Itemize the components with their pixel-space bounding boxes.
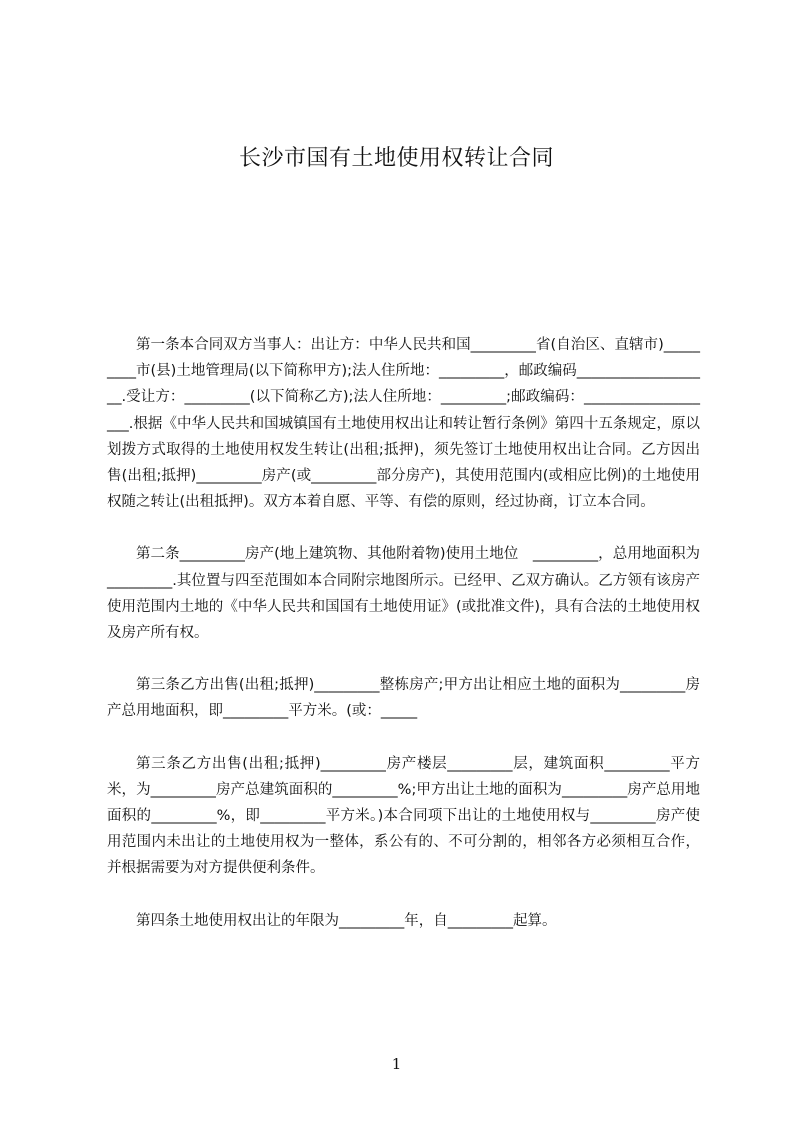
article-3-alt-paragraph: 第三条乙方出售(出租;抵押)_________房产楼层_________层，建筑面积_________平方米，为_________房产总建筑面积的_________%;甲方出让土地的面积为_________房产总用地面积的_________%，即_________平方米。)本合同项下出让的土地使用权与_________房产使用范围内未出让的土地使用权为一整体，系公有的、不可分割的，相邻各方必须相互合作，并根据需要为对方提供便利条件。 xyxy=(107,755,700,877)
article-3-paragraph: 第三条乙方出售(出租;抵押)_________整栋房产;甲方出让相应土地的面积为_________房产总用地面积，即_________平方米。(或：_____ xyxy=(107,677,700,720)
contract-body xyxy=(107,332,700,934)
document-title: 长沙市国有土地使用权转让合同 xyxy=(238,146,554,171)
article-2-paragraph: 第二条_________房产(地上建筑物、其他附着物)使用土地位 _________，总用地面积为_________.其位置与四至范围如本合同附宗地图所示。已经甲、乙双方确认。乙方领有该房产使用范围内土地的《中华人民共和国国有土地使用证》(或批准文件)，具有合法的土地使用权及房产所有权。 xyxy=(107,546,700,642)
page-number: 1 xyxy=(391,1055,402,1073)
article-1-paragraph: 第一条本合同双方当事人：出让方：中华人民共和国_________省(自治区、直辖市)_________市(县)土地管理局(以下简称甲方);法人住所地：_________，邮政编码___________________.受让方：_________(以下简称乙方);法人住所地：_________;邮政编码：___________________.根据《中华人民共和国城镇国有土地使用权出让和转让暂行条例》第四十五条规定，原以划拨方式取得的土地使用权发生转让(出租;抵押)，须先签订土地使用权出让合同。乙方因出售(出租;抵押)_________房产(或_________部分房产)，其使用范围内(或相应比例)的土地使用权随之转让(出租抵押)。双方本着自愿、平等、有偿的原则，经过协商，订立本合同。 xyxy=(107,337,701,511)
article-4-paragraph: 第四条土地使用权出让的年限为_________年，自_________起算。 xyxy=(136,912,557,929)
